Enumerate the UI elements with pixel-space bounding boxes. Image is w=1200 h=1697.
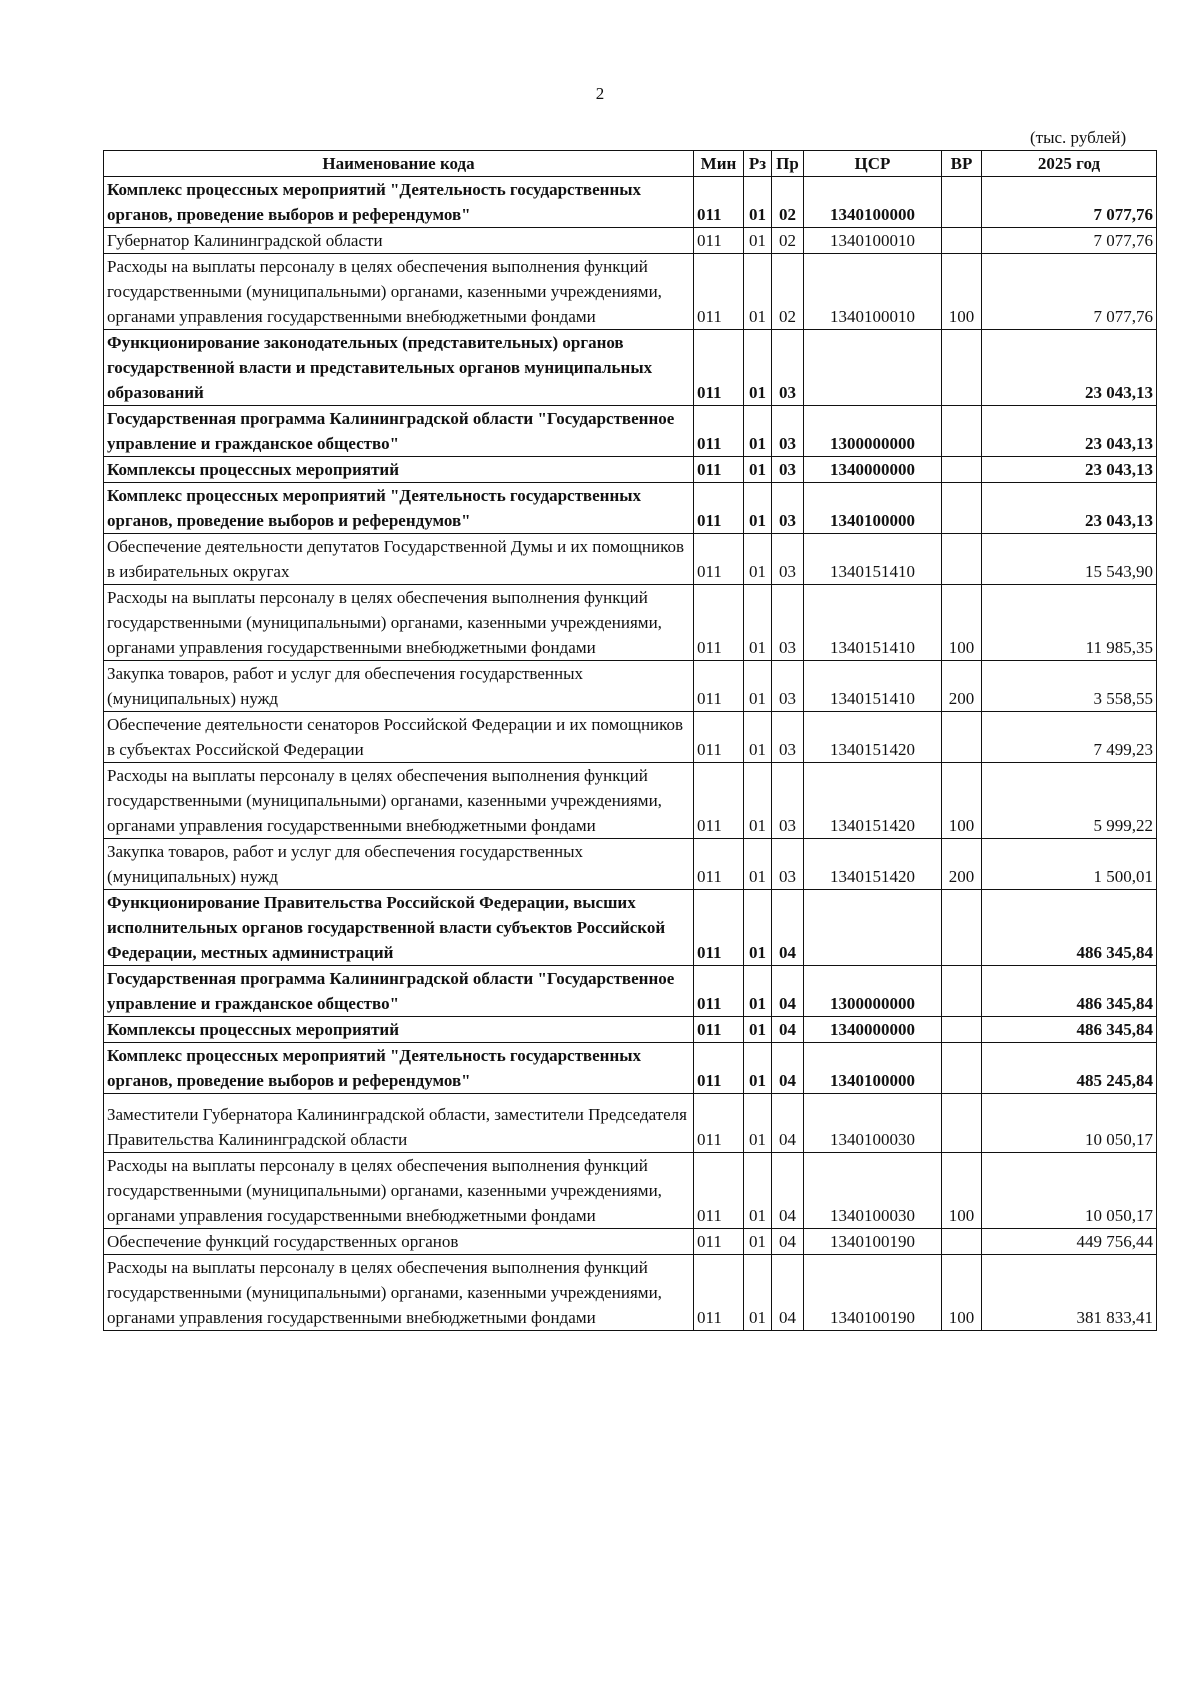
cell-min: 011 bbox=[694, 966, 744, 1017]
cell-csr: 1340100030 bbox=[804, 1153, 942, 1229]
cell-name: Расходы на выплаты персоналу в целях обеспечения выполнения функций государственными (муниципальными) органами, казенными учреждениями, органами управления государственными внебюджетными фондами bbox=[104, 1153, 694, 1229]
cell-csr: 1340151410 bbox=[804, 585, 942, 661]
cell-min: 011 bbox=[694, 254, 744, 330]
cell-amount: 381 833,41 bbox=[982, 1255, 1157, 1331]
cell-amount: 1 500,01 bbox=[982, 839, 1157, 890]
cell-name: Комплексы процессных мероприятий bbox=[104, 457, 694, 483]
cell-name: Расходы на выплаты персоналу в целях обеспечения выполнения функций государственными (муниципальными) органами, казенными учреждениями, органами управления государственными внебюджетными фондами bbox=[104, 254, 694, 330]
table-row bbox=[104, 839, 1157, 890]
header-vr: ВР bbox=[942, 151, 982, 177]
cell-amount: 486 345,84 bbox=[982, 1017, 1157, 1043]
cell-min: 011 bbox=[694, 330, 744, 406]
cell-name: Губернатор Калининградской области bbox=[104, 228, 694, 254]
cell-vr bbox=[942, 1094, 982, 1153]
cell-name: Расходы на выплаты персоналу в целях обеспечения выполнения функций государственными (муниципальными) органами, казенными учреждениями, органами управления государственными внебюджетными фондами bbox=[104, 763, 694, 839]
table-row bbox=[104, 1094, 1157, 1153]
cell-min: 011 bbox=[694, 1153, 744, 1229]
cell-vr: 200 bbox=[942, 661, 982, 712]
cell-csr: 1340151420 bbox=[804, 839, 942, 890]
cell-csr: 1340100010 bbox=[804, 228, 942, 254]
table-row bbox=[104, 483, 1157, 534]
cell-csr: 1340151420 bbox=[804, 763, 942, 839]
cell-pr: 04 bbox=[772, 1017, 804, 1043]
table-row bbox=[104, 457, 1157, 483]
cell-vr bbox=[942, 1043, 982, 1094]
cell-vr: 100 bbox=[942, 1153, 982, 1229]
cell-min: 011 bbox=[694, 457, 744, 483]
cell-rz: 01 bbox=[744, 966, 772, 1017]
cell-pr: 03 bbox=[772, 483, 804, 534]
cell-name: Государственная программа Калининградской области "Государственное управление и гражданское общество" bbox=[104, 966, 694, 1017]
cell-min: 011 bbox=[694, 1255, 744, 1331]
cell-min: 011 bbox=[694, 406, 744, 457]
table-row bbox=[104, 890, 1157, 966]
cell-rz: 01 bbox=[744, 330, 772, 406]
cell-min: 011 bbox=[694, 1094, 744, 1153]
header-pr: Пр bbox=[772, 151, 804, 177]
header-min: Мин bbox=[694, 151, 744, 177]
cell-name: Комплекс процессных мероприятий "Деятельность государственных органов, проведение выборов и референдумов" bbox=[104, 483, 694, 534]
cell-pr: 04 bbox=[772, 1255, 804, 1331]
cell-vr bbox=[942, 1017, 982, 1043]
table-body bbox=[104, 177, 1157, 1331]
cell-pr: 03 bbox=[772, 712, 804, 763]
cell-csr: 1340000000 bbox=[804, 1017, 942, 1043]
cell-rz: 01 bbox=[744, 839, 772, 890]
cell-rz: 01 bbox=[744, 712, 772, 763]
table-row bbox=[104, 712, 1157, 763]
cell-min: 011 bbox=[694, 483, 744, 534]
cell-rz: 01 bbox=[744, 585, 772, 661]
cell-name: Обеспечение деятельности сенаторов Российской Федерации и их помощников в субъектах Российской Федерации bbox=[104, 712, 694, 763]
cell-rz: 01 bbox=[744, 1094, 772, 1153]
table-row bbox=[104, 330, 1157, 406]
cell-amount: 485 245,84 bbox=[982, 1043, 1157, 1094]
cell-csr: 1300000000 bbox=[804, 406, 942, 457]
table-row bbox=[104, 1255, 1157, 1331]
cell-min: 011 bbox=[694, 890, 744, 966]
table-row bbox=[104, 661, 1157, 712]
cell-pr: 03 bbox=[772, 661, 804, 712]
cell-amount: 486 345,84 bbox=[982, 890, 1157, 966]
cell-pr: 03 bbox=[772, 406, 804, 457]
cell-csr: 1340100000 bbox=[804, 1043, 942, 1094]
cell-name: Обеспечение деятельности депутатов Государственной Думы и их помощников в избирательных округах bbox=[104, 534, 694, 585]
table-row bbox=[104, 585, 1157, 661]
cell-csr bbox=[804, 330, 942, 406]
cell-pr: 04 bbox=[772, 1094, 804, 1153]
cell-rz: 01 bbox=[744, 254, 772, 330]
cell-vr bbox=[942, 228, 982, 254]
cell-min: 011 bbox=[694, 1043, 744, 1094]
cell-pr: 04 bbox=[772, 1153, 804, 1229]
cell-csr: 1340100030 bbox=[804, 1094, 942, 1153]
cell-pr: 04 bbox=[772, 966, 804, 1017]
cell-pr: 03 bbox=[772, 457, 804, 483]
cell-rz: 01 bbox=[744, 1017, 772, 1043]
cell-min: 011 bbox=[694, 712, 744, 763]
table-header-row bbox=[104, 151, 1157, 177]
cell-rz: 01 bbox=[744, 406, 772, 457]
cell-vr bbox=[942, 890, 982, 966]
table-row bbox=[104, 254, 1157, 330]
cell-pr: 04 bbox=[772, 890, 804, 966]
cell-min: 011 bbox=[694, 763, 744, 839]
table-row bbox=[104, 966, 1157, 1017]
cell-rz: 01 bbox=[744, 177, 772, 228]
cell-vr: 100 bbox=[942, 585, 982, 661]
table-row bbox=[104, 1043, 1157, 1094]
cell-pr: 03 bbox=[772, 330, 804, 406]
table-row bbox=[104, 177, 1157, 228]
cell-pr: 03 bbox=[772, 534, 804, 585]
header-name: Наименование кода bbox=[104, 151, 694, 177]
cell-pr: 03 bbox=[772, 839, 804, 890]
cell-rz: 01 bbox=[744, 1229, 772, 1255]
cell-csr: 1300000000 bbox=[804, 966, 942, 1017]
cell-pr: 02 bbox=[772, 254, 804, 330]
cell-amount: 10 050,17 bbox=[982, 1153, 1157, 1229]
cell-vr bbox=[942, 330, 982, 406]
cell-pr: 02 bbox=[772, 177, 804, 228]
cell-rz: 01 bbox=[744, 763, 772, 839]
cell-rz: 01 bbox=[744, 1043, 772, 1094]
cell-name: Заместители Губернатора Калининградской области, заместители Председателя Правительства Калининградской области bbox=[104, 1094, 694, 1153]
cell-name: Закупка товаров, работ и услуг для обеспечения государственных (муниципальных) нужд bbox=[104, 839, 694, 890]
cell-vr bbox=[942, 406, 982, 457]
table-row bbox=[104, 228, 1157, 254]
table-row bbox=[104, 406, 1157, 457]
cell-amount: 7 499,23 bbox=[982, 712, 1157, 763]
cell-amount: 486 345,84 bbox=[982, 966, 1157, 1017]
cell-name: Комплекс процессных мероприятий "Деятельность государственных органов, проведение выборов и референдумов" bbox=[104, 1043, 694, 1094]
cell-amount: 23 043,13 bbox=[982, 406, 1157, 457]
cell-min: 011 bbox=[694, 177, 744, 228]
cell-csr: 1340151410 bbox=[804, 661, 942, 712]
cell-vr: 100 bbox=[942, 1255, 982, 1331]
cell-vr bbox=[942, 712, 982, 763]
cell-min: 011 bbox=[694, 534, 744, 585]
cell-rz: 01 bbox=[744, 1255, 772, 1331]
cell-name: Расходы на выплаты персоналу в целях обеспечения выполнения функций государственными (муниципальными) органами, казенными учреждениями, органами управления государственными внебюджетными фондами bbox=[104, 1255, 694, 1331]
cell-name: Функционирование законодательных (представительных) органов государственной власти и представительных органов муниципальных образований bbox=[104, 330, 694, 406]
cell-amount: 7 077,76 bbox=[982, 228, 1157, 254]
cell-name: Государственная программа Калининградской области "Государственное управление и гражданское общество" bbox=[104, 406, 694, 457]
page-number: 2 bbox=[595, 84, 605, 103]
cell-amount: 23 043,13 bbox=[982, 330, 1157, 406]
cell-rz: 01 bbox=[744, 483, 772, 534]
cell-pr: 02 bbox=[772, 228, 804, 254]
cell-rz: 01 bbox=[744, 457, 772, 483]
cell-min: 011 bbox=[694, 1017, 744, 1043]
cell-csr: 1340000000 bbox=[804, 457, 942, 483]
cell-rz: 01 bbox=[744, 1153, 772, 1229]
cell-amount: 7 077,76 bbox=[982, 177, 1157, 228]
cell-vr: 100 bbox=[942, 254, 982, 330]
cell-csr: 1340100000 bbox=[804, 177, 942, 228]
cell-pr: 03 bbox=[772, 763, 804, 839]
cell-amount: 7 077,76 bbox=[982, 254, 1157, 330]
cell-vr: 100 bbox=[942, 763, 982, 839]
cell-csr: 1340151410 bbox=[804, 534, 942, 585]
header-year: 2025 год bbox=[982, 151, 1157, 177]
cell-name: Комплекс процессных мероприятий "Деятельность государственных органов, проведение выборов и референдумов" bbox=[104, 177, 694, 228]
cell-name: Расходы на выплаты персоналу в целях обеспечения выполнения функций государственными (муниципальными) органами, казенными учреждениями, органами управления государственными внебюджетными фондами bbox=[104, 585, 694, 661]
cell-amount: 11 985,35 bbox=[982, 585, 1157, 661]
cell-csr: 1340100000 bbox=[804, 483, 942, 534]
cell-csr: 1340100190 bbox=[804, 1255, 942, 1331]
cell-vr bbox=[942, 483, 982, 534]
cell-amount: 23 043,13 bbox=[982, 483, 1157, 534]
cell-csr bbox=[804, 890, 942, 966]
budget-table bbox=[103, 150, 1157, 1331]
cell-name: Обеспечение функций государственных органов bbox=[104, 1229, 694, 1255]
cell-csr: 1340151420 bbox=[804, 712, 942, 763]
cell-min: 011 bbox=[694, 228, 744, 254]
table-row bbox=[104, 763, 1157, 839]
cell-min: 011 bbox=[694, 1229, 744, 1255]
cell-name: Функционирование Правительства Российской Федерации, высших исполнительных органов государственной власти субъектов Российской Федерации, местных администраций bbox=[104, 890, 694, 966]
cell-min: 011 bbox=[694, 661, 744, 712]
cell-vr bbox=[942, 1229, 982, 1255]
cell-rz: 01 bbox=[744, 890, 772, 966]
cell-rz: 01 bbox=[744, 661, 772, 712]
table-row bbox=[104, 1017, 1157, 1043]
cell-amount: 5 999,22 bbox=[982, 763, 1157, 839]
cell-vr bbox=[942, 457, 982, 483]
table-row bbox=[104, 534, 1157, 585]
cell-amount: 23 043,13 bbox=[982, 457, 1157, 483]
cell-min: 011 bbox=[694, 585, 744, 661]
cell-min: 011 bbox=[694, 839, 744, 890]
cell-amount: 15 543,90 bbox=[982, 534, 1157, 585]
cell-amount: 10 050,17 bbox=[982, 1094, 1157, 1153]
cell-amount: 449 756,44 bbox=[982, 1229, 1157, 1255]
cell-rz: 01 bbox=[744, 534, 772, 585]
cell-pr: 04 bbox=[772, 1043, 804, 1094]
units-label: (тыс. рублей) bbox=[1030, 128, 1127, 147]
cell-vr bbox=[942, 177, 982, 228]
cell-name: Закупка товаров, работ и услуг для обеспечения государственных (муниципальных) нужд bbox=[104, 661, 694, 712]
cell-pr: 03 bbox=[772, 585, 804, 661]
cell-csr: 1340100010 bbox=[804, 254, 942, 330]
header-rz: Рз bbox=[744, 151, 772, 177]
cell-vr bbox=[942, 966, 982, 1017]
header-csr: ЦСР bbox=[804, 151, 942, 177]
cell-pr: 04 bbox=[772, 1229, 804, 1255]
table-row bbox=[104, 1229, 1157, 1255]
table-row bbox=[104, 1153, 1157, 1229]
cell-vr: 200 bbox=[942, 839, 982, 890]
cell-csr: 1340100190 bbox=[804, 1229, 942, 1255]
cell-vr bbox=[942, 534, 982, 585]
cell-name: Комплексы процессных мероприятий bbox=[104, 1017, 694, 1043]
cell-amount: 3 558,55 bbox=[982, 661, 1157, 712]
cell-rz: 01 bbox=[744, 228, 772, 254]
